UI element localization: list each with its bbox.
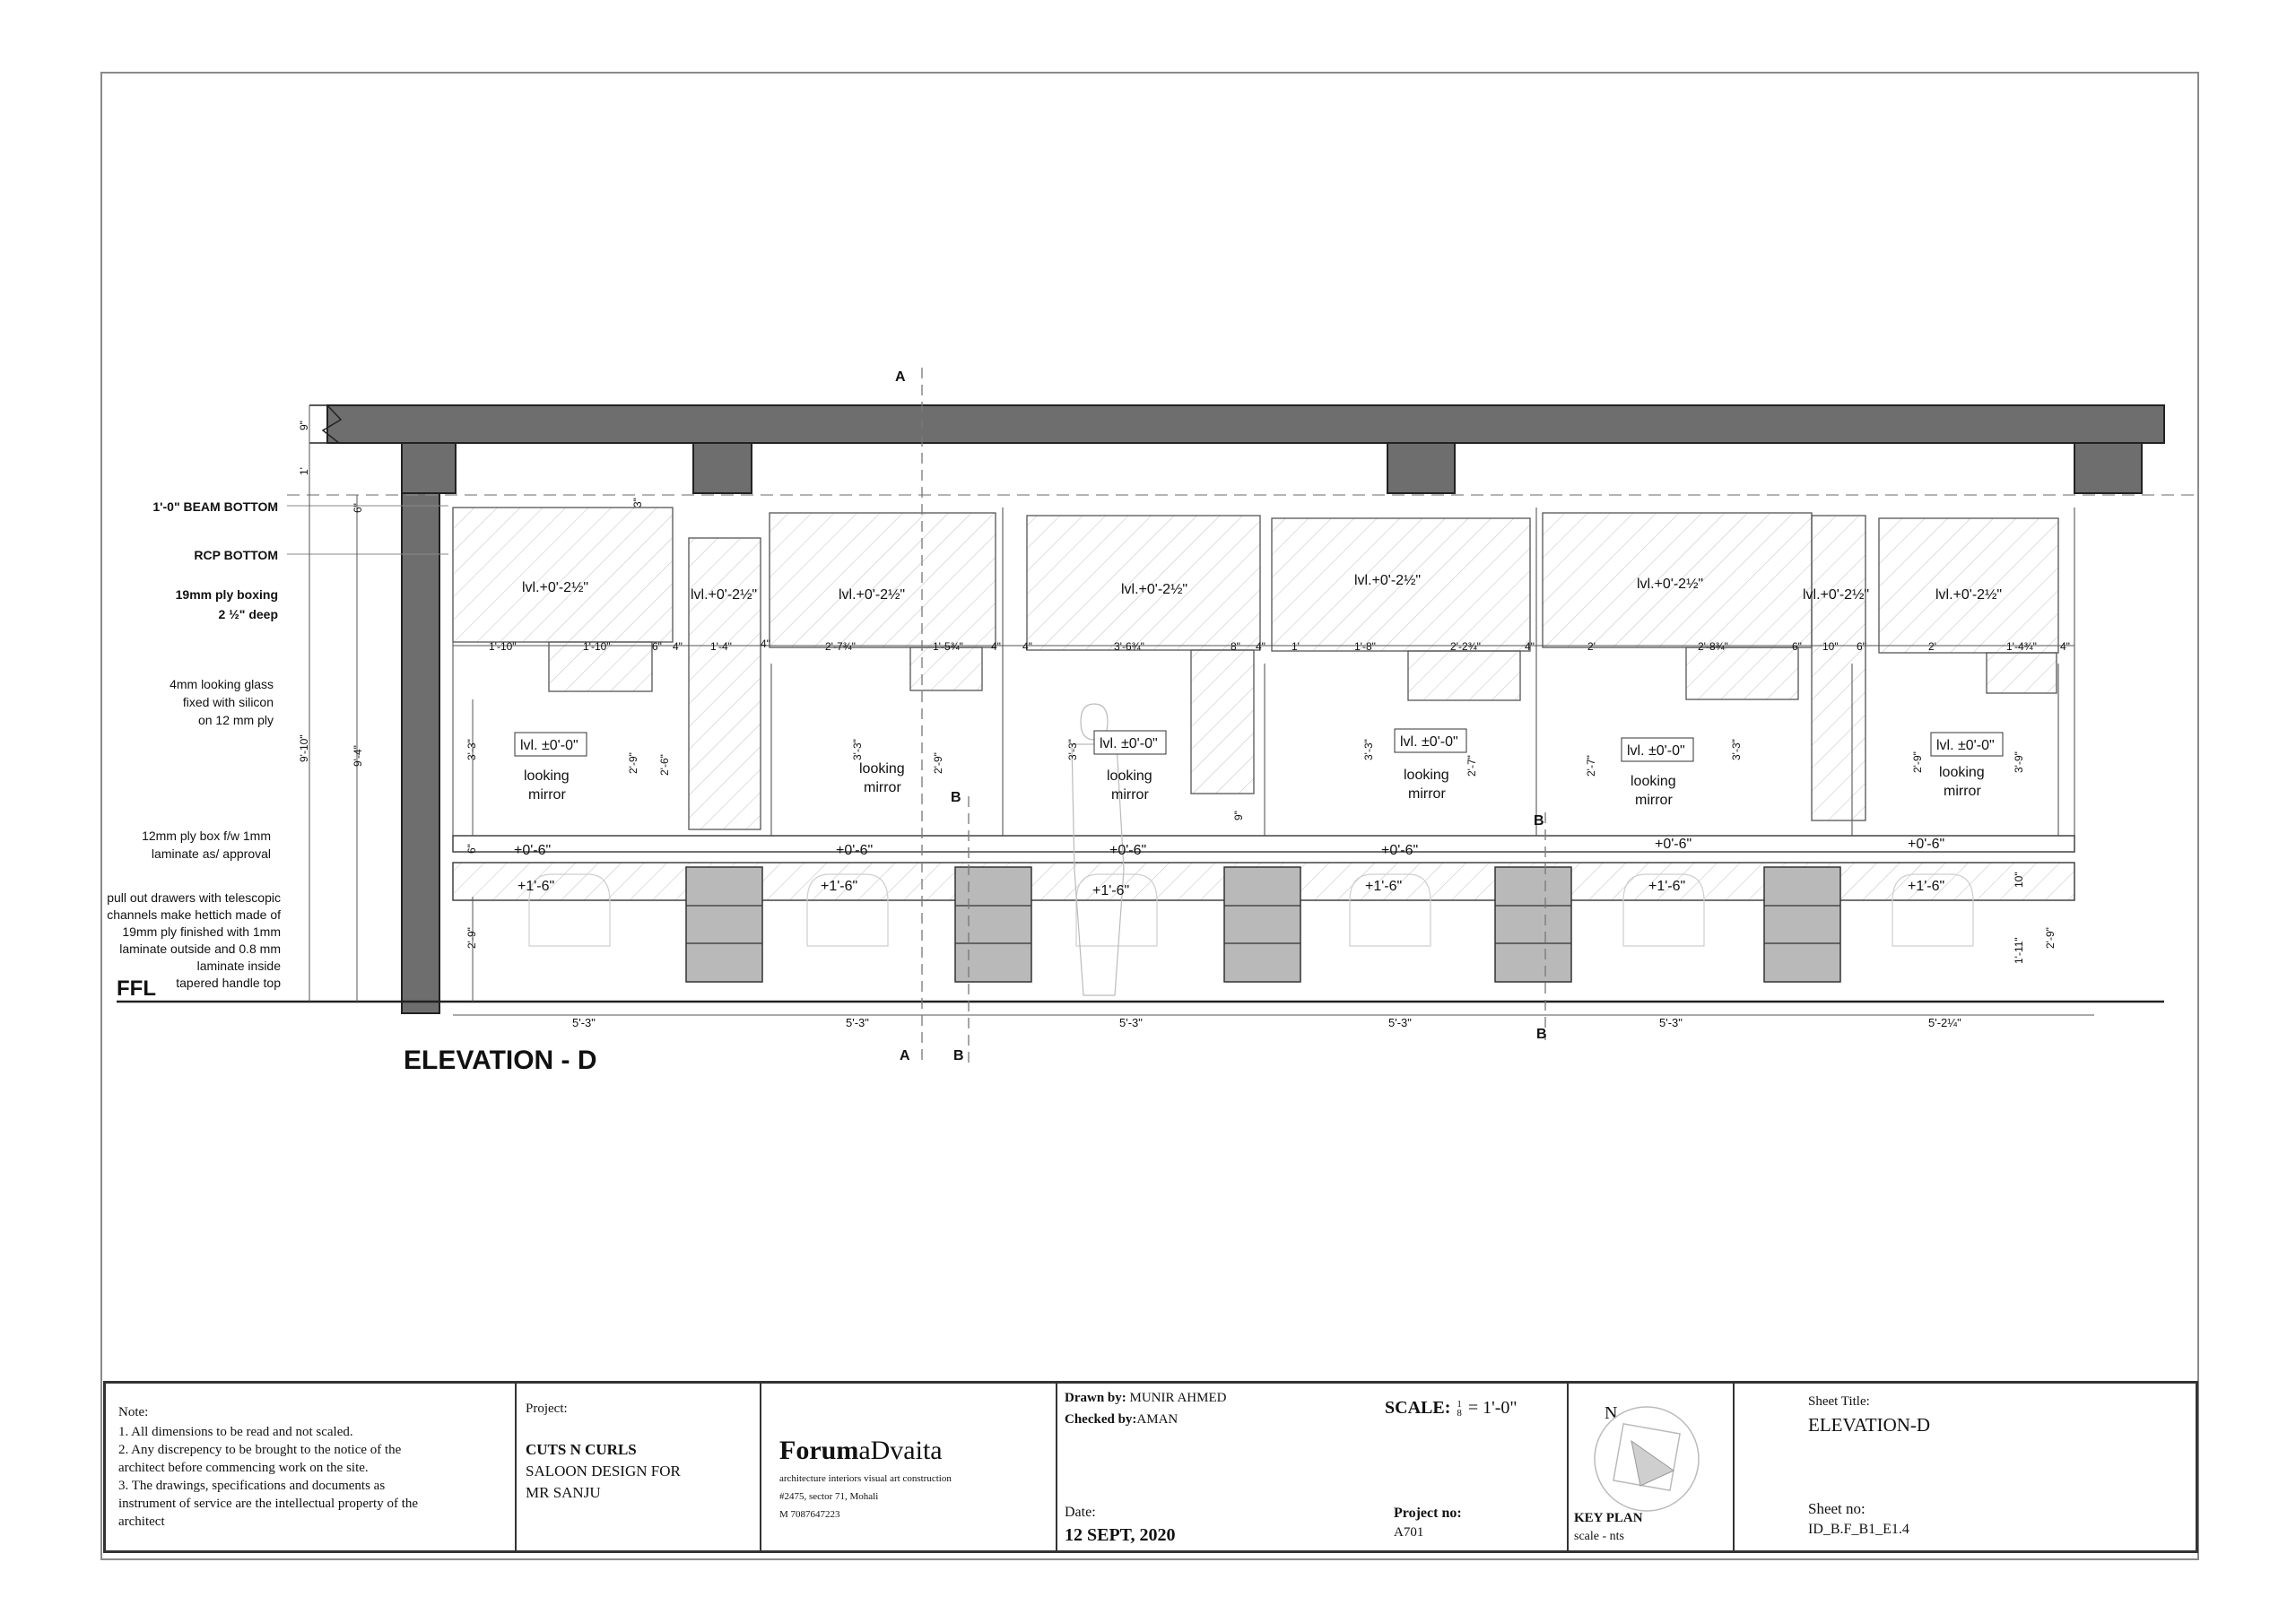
beam bbox=[2074, 443, 2142, 493]
key-plan-label: KEY PLAN bbox=[1574, 1511, 1643, 1525]
vertical-dim: 3'-3" bbox=[1066, 739, 1079, 760]
level-tag: lvl.+0'-2½" bbox=[839, 587, 906, 603]
top-dim: 4" bbox=[1525, 640, 1535, 653]
annotation: tapered handle top bbox=[176, 976, 281, 990]
mirror-level-tag: lvl. ±0'-0" bbox=[1400, 734, 1458, 750]
sheet-title: ELEVATION-D bbox=[1808, 1414, 1931, 1436]
project-desc: MR SANJU bbox=[526, 1484, 601, 1501]
title-block bbox=[103, 1381, 2198, 1553]
drawn-by-value: MUNIR AHMED bbox=[1129, 1391, 1227, 1405]
annotation: channels make hettich made of bbox=[107, 907, 281, 922]
bottom-dim: 5'-3" bbox=[1388, 1016, 1412, 1029]
note-line: 2. Any discrepency to be brought to the notice of the bbox=[118, 1443, 402, 1457]
annotation: 1'-0" BEAM BOTTOM bbox=[152, 499, 278, 514]
vertical-dim: 2'-9" bbox=[627, 752, 639, 774]
mirror-label: mirror bbox=[864, 780, 901, 795]
annotation: on 12 mm ply bbox=[197, 713, 274, 727]
vertical-dim: 3" bbox=[631, 498, 644, 508]
bottom-dim: 5'-2¼" bbox=[1928, 1016, 1961, 1029]
vertical-dim: 2'-7" bbox=[1585, 755, 1597, 777]
date-label: Date: bbox=[1065, 1505, 1096, 1520]
note-line: architect bbox=[118, 1515, 165, 1529]
firm-cell bbox=[761, 1384, 1057, 1550]
vertical-dim: 3'-3" bbox=[465, 739, 478, 760]
section-mark: B bbox=[951, 790, 961, 805]
annotation: 12mm ply box f/w 1mm bbox=[142, 829, 271, 843]
annotation: laminate outside and 0.8 mm bbox=[119, 942, 281, 956]
firm-address: #2475, sector 71, Mohali bbox=[779, 1491, 879, 1502]
vertical-dim: 2'-9" bbox=[2044, 927, 2057, 949]
firm-name-b: aDvaita bbox=[858, 1436, 943, 1465]
section-mark: B bbox=[1536, 1027, 1547, 1042]
key-plan-cell bbox=[1569, 1384, 1735, 1550]
firm-tagline: architecture interiors visual art construction bbox=[779, 1473, 952, 1484]
scale bbox=[1385, 1398, 1518, 1419]
elevation-title: ELEVATION - D bbox=[404, 1046, 597, 1075]
counter-top bbox=[453, 836, 2074, 852]
top-dim: 2' bbox=[1587, 640, 1596, 653]
top-dim: 6" bbox=[652, 640, 662, 653]
top-dim: 1'-5¾" bbox=[933, 640, 963, 653]
mirror-label: mirror bbox=[1111, 787, 1149, 803]
vertical-dim: 3'-9" bbox=[2013, 751, 2025, 773]
scale-label: SCALE: bbox=[1385, 1398, 1451, 1418]
column bbox=[402, 493, 439, 1013]
top-dim: 8" bbox=[1231, 640, 1240, 653]
level-tag: lvl.+0'-2½" bbox=[1935, 587, 2003, 603]
top-dim: 2' bbox=[1928, 640, 1936, 653]
top-dim: 3'-6¾" bbox=[1114, 640, 1144, 653]
annotation: fixed with silicon bbox=[182, 695, 274, 709]
notes-list bbox=[118, 1423, 513, 1531]
vertical-dim: 9" bbox=[1232, 811, 1245, 820]
mirror-label: looking bbox=[1404, 768, 1449, 783]
vertical-dim: 2'-7" bbox=[1465, 755, 1478, 777]
vertical-dim: 2'-9" bbox=[932, 752, 944, 774]
top-dim: 4" bbox=[1256, 640, 1265, 653]
project-heading: Project: bbox=[526, 1402, 568, 1416]
mirror-label: mirror bbox=[1408, 786, 1446, 802]
top-dim: 4" bbox=[761, 638, 770, 650]
counter-level: +0'-6" bbox=[836, 843, 874, 858]
annotation: 19mm ply boxing bbox=[175, 587, 278, 602]
bottom-dim: 5'-3" bbox=[1119, 1016, 1143, 1029]
annotation: laminate inside bbox=[196, 959, 281, 973]
counter-level: +0'-6" bbox=[1655, 837, 1692, 852]
counter-level: +0'-6" bbox=[1381, 843, 1419, 858]
annotation: 2 ½" deep bbox=[218, 607, 278, 621]
top-dim: 4" bbox=[991, 640, 1001, 653]
firm-phone: M 7087647223 bbox=[779, 1509, 840, 1520]
section-mark: B bbox=[1534, 813, 1544, 829]
scale-fraction bbox=[1457, 1400, 1462, 1418]
level-tag: lvl.+0'-2½" bbox=[1354, 573, 1422, 588]
vertical-dim: 1' bbox=[298, 467, 310, 475]
beam bbox=[1387, 443, 1455, 493]
drawn-by-label: Drawn by: bbox=[1065, 1391, 1126, 1405]
note-heading: Note: bbox=[118, 1405, 149, 1419]
top-dim: 1'-8" bbox=[1354, 640, 1376, 653]
note-line: 3. The drawings, specifications and documents as bbox=[118, 1479, 386, 1493]
annotation: 19mm ply finished with 1mm bbox=[122, 924, 281, 939]
drawer-level: +1'-6" bbox=[821, 879, 858, 894]
ffl-label: FFL bbox=[117, 976, 156, 1001]
counter-level: +0'-6" bbox=[514, 843, 552, 858]
drawer-level: +1'-6" bbox=[1908, 879, 1945, 894]
beam bbox=[402, 443, 456, 493]
annotation: 4mm looking glass bbox=[170, 677, 274, 691]
section-mark: A bbox=[895, 369, 906, 385]
project-cell bbox=[517, 1384, 761, 1550]
note-line: instrument of service are the intellectual property of the bbox=[118, 1497, 419, 1511]
mirror-level-tag: lvl. ±0'-0" bbox=[1627, 743, 1685, 759]
sheet-no-label: Sheet no: bbox=[1808, 1500, 1866, 1517]
ceiling-boxing bbox=[453, 508, 2058, 829]
notes-cell bbox=[106, 1384, 517, 1550]
sheet-cell bbox=[1735, 1384, 2201, 1550]
checked-by bbox=[1065, 1412, 1178, 1428]
top-dim: 4" bbox=[673, 640, 683, 653]
vertical-dim: 10" bbox=[2013, 872, 2025, 888]
annotation: pull out drawers with telescopic bbox=[107, 890, 281, 905]
top-dim: 1'-10" bbox=[583, 640, 611, 653]
section-mark: A bbox=[900, 1048, 910, 1063]
scale-fraction-den: 8 bbox=[1457, 1408, 1462, 1419]
drawn-by bbox=[1065, 1391, 1226, 1406]
scale-value: = 1'-0" bbox=[1467, 1398, 1518, 1418]
vertical-dim: 3'-3" bbox=[1730, 739, 1743, 760]
vertical-dim: 1'-11" bbox=[2013, 937, 2025, 964]
mirror-label: looking bbox=[1939, 765, 1985, 780]
level-tag: lvl.+0'-2½" bbox=[691, 587, 758, 603]
mirror-label: mirror bbox=[1635, 793, 1673, 808]
sheet-no: ID_B.F_B1_E1.4 bbox=[1808, 1522, 1909, 1537]
mirror-label: looking bbox=[524, 768, 570, 784]
key-plan-icon bbox=[1588, 1403, 1705, 1515]
vertical-dim: 3'-3" bbox=[1362, 739, 1375, 760]
drawer-level: +1'-6" bbox=[1365, 879, 1403, 894]
mirror-label: mirror bbox=[528, 787, 566, 803]
vertical-dim: 3'-3" bbox=[851, 739, 864, 760]
scale-fraction-num: 1 bbox=[1457, 1399, 1462, 1410]
vertical-dim: 9'-4" bbox=[352, 745, 364, 767]
firm-name-a: Forum bbox=[779, 1436, 859, 1465]
drawer-level: +1'-6" bbox=[1092, 883, 1130, 898]
top-dim: 4" bbox=[1022, 640, 1032, 653]
vertical-dim: 2'-6" bbox=[658, 754, 671, 776]
top-dim: 1'-4" bbox=[710, 640, 732, 653]
date-value: 12 SEPT, 2020 bbox=[1065, 1525, 1176, 1545]
mirror-level-tag: lvl. ±0'-0" bbox=[520, 738, 578, 753]
vertical-dim: 2'-9" bbox=[465, 927, 478, 949]
bottom-dim: 5'-3" bbox=[572, 1016, 596, 1029]
vertical-dim: 2'-9" bbox=[1911, 751, 1924, 773]
top-dim: 1'-4¾" bbox=[2006, 640, 2037, 653]
level-tag: lvl.+0'-2½" bbox=[522, 580, 589, 595]
mirror-level-tag: lvl. ±0'-0" bbox=[1936, 738, 1995, 753]
top-dim: 2'-8¾" bbox=[1698, 640, 1728, 653]
project-desc: SALOON DESIGN FOR bbox=[526, 1462, 681, 1480]
mirror-level-tag: lvl. ±0'-0" bbox=[1100, 736, 1158, 751]
note-line: architect before commencing work on the site. bbox=[118, 1461, 369, 1475]
checked-by-value: AMAN bbox=[1136, 1412, 1178, 1427]
drawing-info-cell bbox=[1057, 1384, 1569, 1550]
top-dim: 10" bbox=[1822, 640, 1839, 653]
drawer-level: +1'-6" bbox=[517, 879, 555, 894]
bottom-dim: 5'-3" bbox=[1659, 1016, 1683, 1029]
level-tag: lvl.+0'-2½" bbox=[1121, 582, 1188, 597]
north-label: N bbox=[1605, 1403, 1618, 1423]
vertical-dim: 9" bbox=[298, 421, 310, 430]
mirror-label: looking bbox=[859, 761, 905, 777]
key-plan-scale: scale - nts bbox=[1574, 1530, 1624, 1543]
annotation: laminate as/ approval bbox=[151, 846, 271, 861]
beam bbox=[693, 443, 752, 493]
top-dim: 2'-2¾" bbox=[1450, 640, 1481, 653]
project-no-value: A701 bbox=[1394, 1525, 1424, 1540]
vertical-dim: 6" bbox=[465, 844, 478, 854]
top-dim: 2'-7¾" bbox=[825, 640, 856, 653]
project-name: CUTS N CURLS bbox=[526, 1441, 637, 1458]
counter-level: +0'-6" bbox=[1908, 837, 1945, 852]
vertical-dim: 6" bbox=[352, 503, 364, 513]
drawer-level: +1'-6" bbox=[1648, 879, 1686, 894]
top-dim: 6" bbox=[1857, 640, 1866, 653]
mirror-label: looking bbox=[1107, 768, 1152, 784]
counter-level: +0'-6" bbox=[1109, 843, 1147, 858]
roof-slab bbox=[327, 405, 2164, 443]
top-dim: 4" bbox=[2060, 640, 2070, 653]
level-tag: lvl.+0'-2½" bbox=[1637, 577, 1704, 592]
note-line: 1. All dimensions to be read and not scaled. bbox=[118, 1425, 353, 1439]
level-tag: lvl.+0'-2½" bbox=[1803, 587, 1870, 603]
top-dim: 1'-10" bbox=[489, 640, 517, 653]
section-mark: B bbox=[953, 1048, 964, 1063]
sheet-title-label: Sheet Title: bbox=[1808, 1394, 1870, 1409]
mirror-label: looking bbox=[1631, 774, 1676, 789]
mirror-label: mirror bbox=[1944, 784, 1981, 799]
top-dim: 1' bbox=[1292, 640, 1300, 653]
annotation: RCP BOTTOM bbox=[194, 548, 278, 562]
checked-by-label: Checked by: bbox=[1065, 1412, 1137, 1427]
top-dim: 6" bbox=[1792, 640, 1802, 653]
bottom-dim: 5'-3" bbox=[846, 1016, 869, 1029]
vertical-dim: 9'-10" bbox=[298, 734, 310, 762]
firm-logo bbox=[779, 1436, 943, 1466]
project-no-label: Project no: bbox=[1394, 1506, 1462, 1521]
